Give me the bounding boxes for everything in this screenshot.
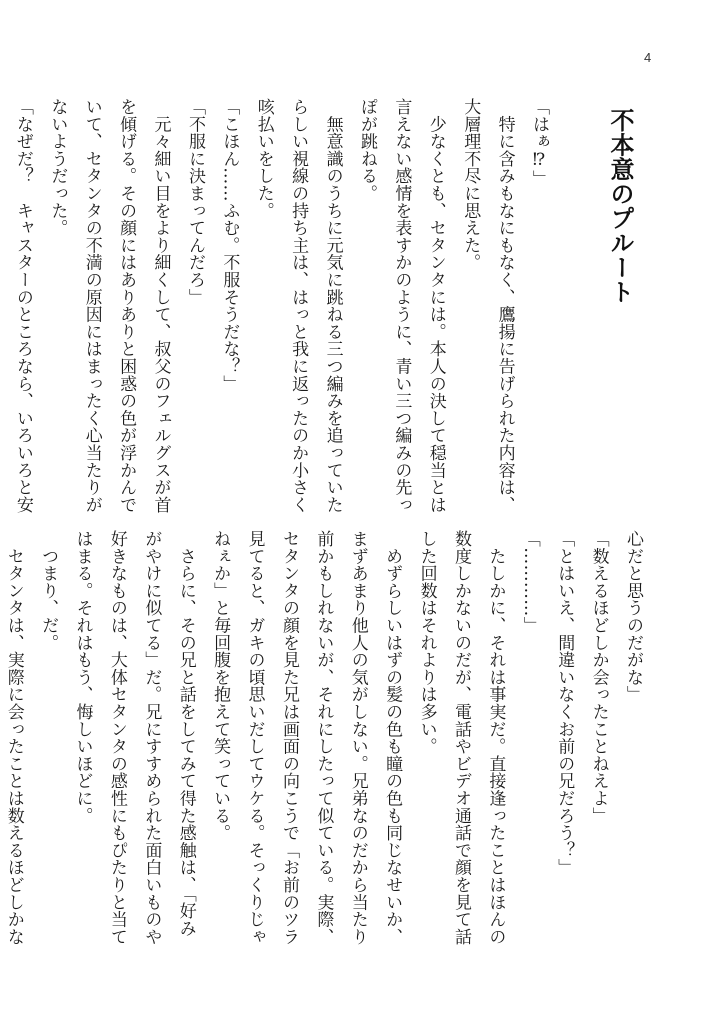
text-line: 好きなものは、大体セタンタの感性にもぴたりと当て [106, 530, 127, 946]
upper-text-block [6, 98, 557, 514]
text-line: セタンタの顔を見た兄は画面の向こうで「お前のツラ [278, 530, 299, 946]
lower-text-block [0, 530, 650, 948]
text-line: 大層理不尽に思えた。 [460, 98, 481, 271]
text-line: 元々細い目をより細くして、叔父のフェルグスが首 [150, 98, 171, 514]
text-line: まずあまり他人の気がしない。兄弟なのだから当たり [347, 530, 368, 946]
text-line: 「不服に決まってんだろ」 [184, 98, 205, 306]
text-line: 言えない感情を表すかのように、青い三つ編みの先っ [391, 98, 412, 514]
page-number: 4 [644, 50, 652, 65]
text-line: めずらしいはずの髪の色も瞳の色も同じなせいか、 [382, 530, 403, 946]
text-line: 少なくとも、セタンタには。本人の決して穏当とは [425, 98, 446, 514]
text-line: した回数はそれよりは多い。 [416, 530, 437, 755]
text-line: ないようだった。 [47, 98, 68, 237]
text-line: 前かもしれないが、それにしたって似ている。実際、 [313, 530, 334, 946]
text-line: セタンタは、実際に会ったことは数えるほどしかな [3, 530, 24, 946]
text-line: たしかに、それは事実だ。直接逢ったことはほんの [485, 530, 506, 946]
text-line: を傾げる。その顔にはありありと困惑の色が浮かんで [116, 98, 137, 514]
text-line: 咳払いをした。 [253, 98, 274, 220]
text-line: さらに、その兄と話をしてみて得た感触は、「好み [175, 530, 196, 937]
text-line: つまり、だ。 [38, 530, 59, 652]
text-line: 「数えるほどしか会ったことねえよ」 [588, 530, 609, 825]
text-line: 「こほん……ふむ。不服そうだな？」 [219, 98, 240, 393]
text-line: 「とはいえ、間違いなくお前の兄だろう？」 [554, 530, 575, 876]
text-line: らしい視線の持ち主は、はっと我に返ったのか小さく [288, 98, 309, 514]
text-line: いて、セタンタの不満の原因にはまったく心当たりが [81, 98, 102, 514]
text-line: はまる。それはもう、悔しいほどに。 [72, 530, 93, 825]
text-line: 数度しかないのだが、電話やビデオ通話で顔を見て話 [450, 530, 471, 946]
text-line: 「なぜだ？ キャスターのところなら、いろいろと安 [12, 98, 33, 514]
text-line: ぽが跳ねる。 [356, 98, 377, 202]
text-line: 見てると、ガキの頃思いだしてウケる。そっくりじゃ [244, 530, 265, 946]
text-line: がやけに似てる」だ。兄にすすめられた面白いものや [141, 530, 162, 946]
text-line: ねぇか」と毎回腹を抱えて笑っている。 [210, 530, 231, 842]
text-line: 「はぁ⁉」 [529, 98, 549, 188]
text-line: 無意識のうちに元気に跳ねる三つ編みを追っていた [322, 98, 343, 514]
chapter-title: 不本意のプルート [606, 108, 634, 304]
text-line: 特に含みもなにもなく、鷹揚に告げられた内容は、 [494, 98, 515, 514]
text-line: 「…………」 [519, 530, 540, 634]
text-line: 心だと思うのだがな」 [623, 530, 643, 703]
